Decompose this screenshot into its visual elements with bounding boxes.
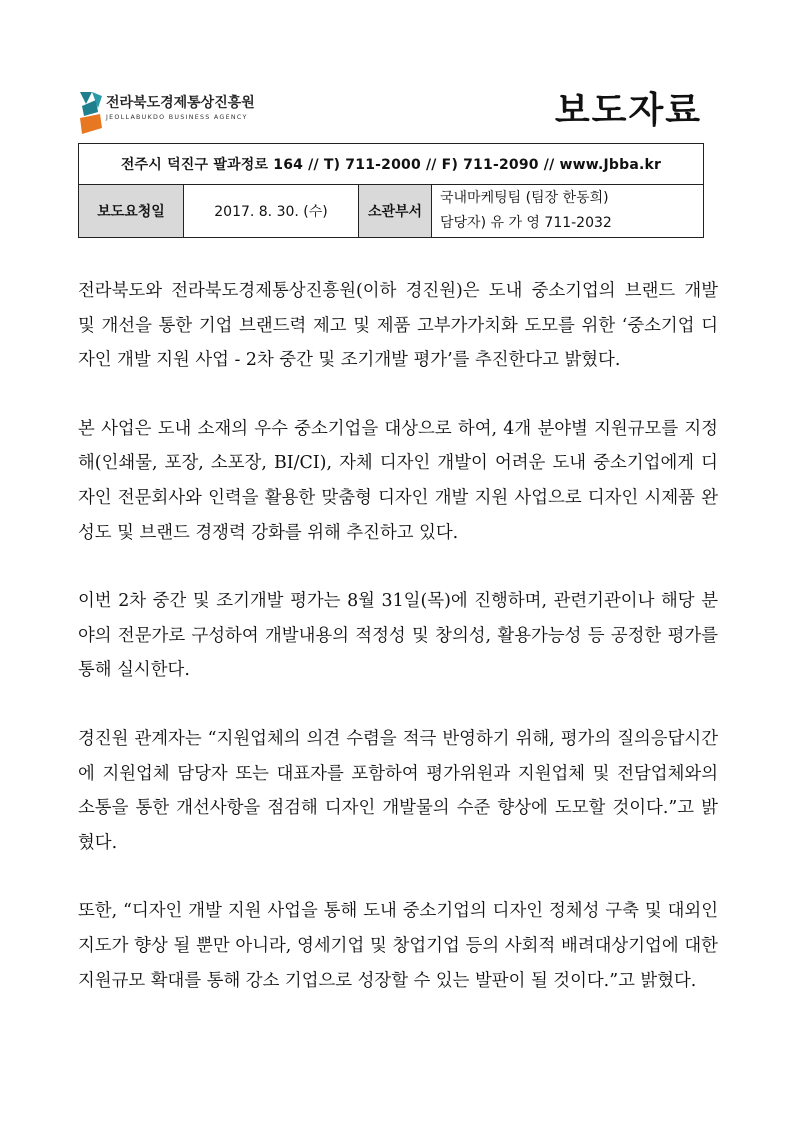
- paragraph-1: 전라북도와 전라북도경제통상진흥원(이하 경진원)은 도내 중소기업의 브랜드 개발 및 개선을 통한 기업 브랜드력 제고 및 제품 고부가가치화 도모를 위한 ‘중소기업 디자인 개발 지원 사업 - 2차 중간 및 조기개발 평가’를 추진한다고 밝혔다.: [78, 281, 718, 371]
- org-name: 전라북도경제통상진흥원: [106, 95, 255, 111]
- org-name-english: JEOLLABUKDO BUSINESS AGENCY: [106, 114, 248, 121]
- department-team: 국내마케팅팀 (팀장 한동희): [440, 190, 609, 206]
- department-label: 소관부서: [359, 185, 432, 238]
- org-logo-mark-icon: [78, 90, 104, 136]
- paragraph-4: 경진원 관계자는 “지원업체의 의견 수렴을 적극 반영하기 위해, 평가의 질의응답시간에 지원업체 담당자 또는 대표자를 포함하여 평가위원과 지원업체 및 전담업체와의 소통을 통한 개선사항을 점검해 디자인 개발물의 수준 향상에 도모할 것이다.”고 밝혔다.: [78, 728, 718, 853]
- department-info: [432, 185, 704, 238]
- paragraph-2: 본 사업은 도내 소재의 우수 중소기업을 대상으로 하여, 4개 분야별 지원규모를 지정해(인쇄물, 포장, 소포장, BI/CI), 자체 디자인 개발이 어려운 도내 중소기업에게 디자인 전문회사와 인력을 활용한 맞춤형 디자인 개발 지원 사업으로 디자인 시제품 완성도 및 브랜드 경쟁력 강화를 위해 추진하고 있다.: [78, 418, 718, 543]
- department-contact: 담당자) 유 가 영 711-2032: [440, 215, 612, 231]
- request-date-label: 보도요청일: [79, 185, 184, 238]
- request-date-value: 2017. 8. 30. (수): [184, 185, 359, 238]
- paragraph-5: 또한, “디자인 개발 지원 사업을 통해 도내 중소기업의 디자인 정체성 구축 및 대외인지도가 향상 될 뿐만 아니라, 영세기업 및 창업기업 등의 사회적 배려대상기업에 대한 지원규모 확대를 통해 강소 기업으로 성장할 수 있는 발판이 될 것이다.”고 밝혔다.: [78, 901, 718, 991]
- org-logo: [78, 90, 358, 140]
- press-info-table: [78, 143, 704, 238]
- document-type-title: 보도자료: [554, 90, 702, 131]
- paragraph-3: 이번 2차 중간 및 조기개발 평가는 8월 31일(목)에 진행하며, 관련기관이나 해당 분야의 전문가로 구성하여 개발내용의 적정성 및 창의성, 활용가능성 등 공정한 평가를 통해 실시한다.: [78, 591, 718, 681]
- article-body: [78, 274, 718, 998]
- contact-line: 전주시 덕진구 팔과정로 164 // T) 711-2000 // F) 711-2090 // www.Jbba.kr: [79, 144, 704, 185]
